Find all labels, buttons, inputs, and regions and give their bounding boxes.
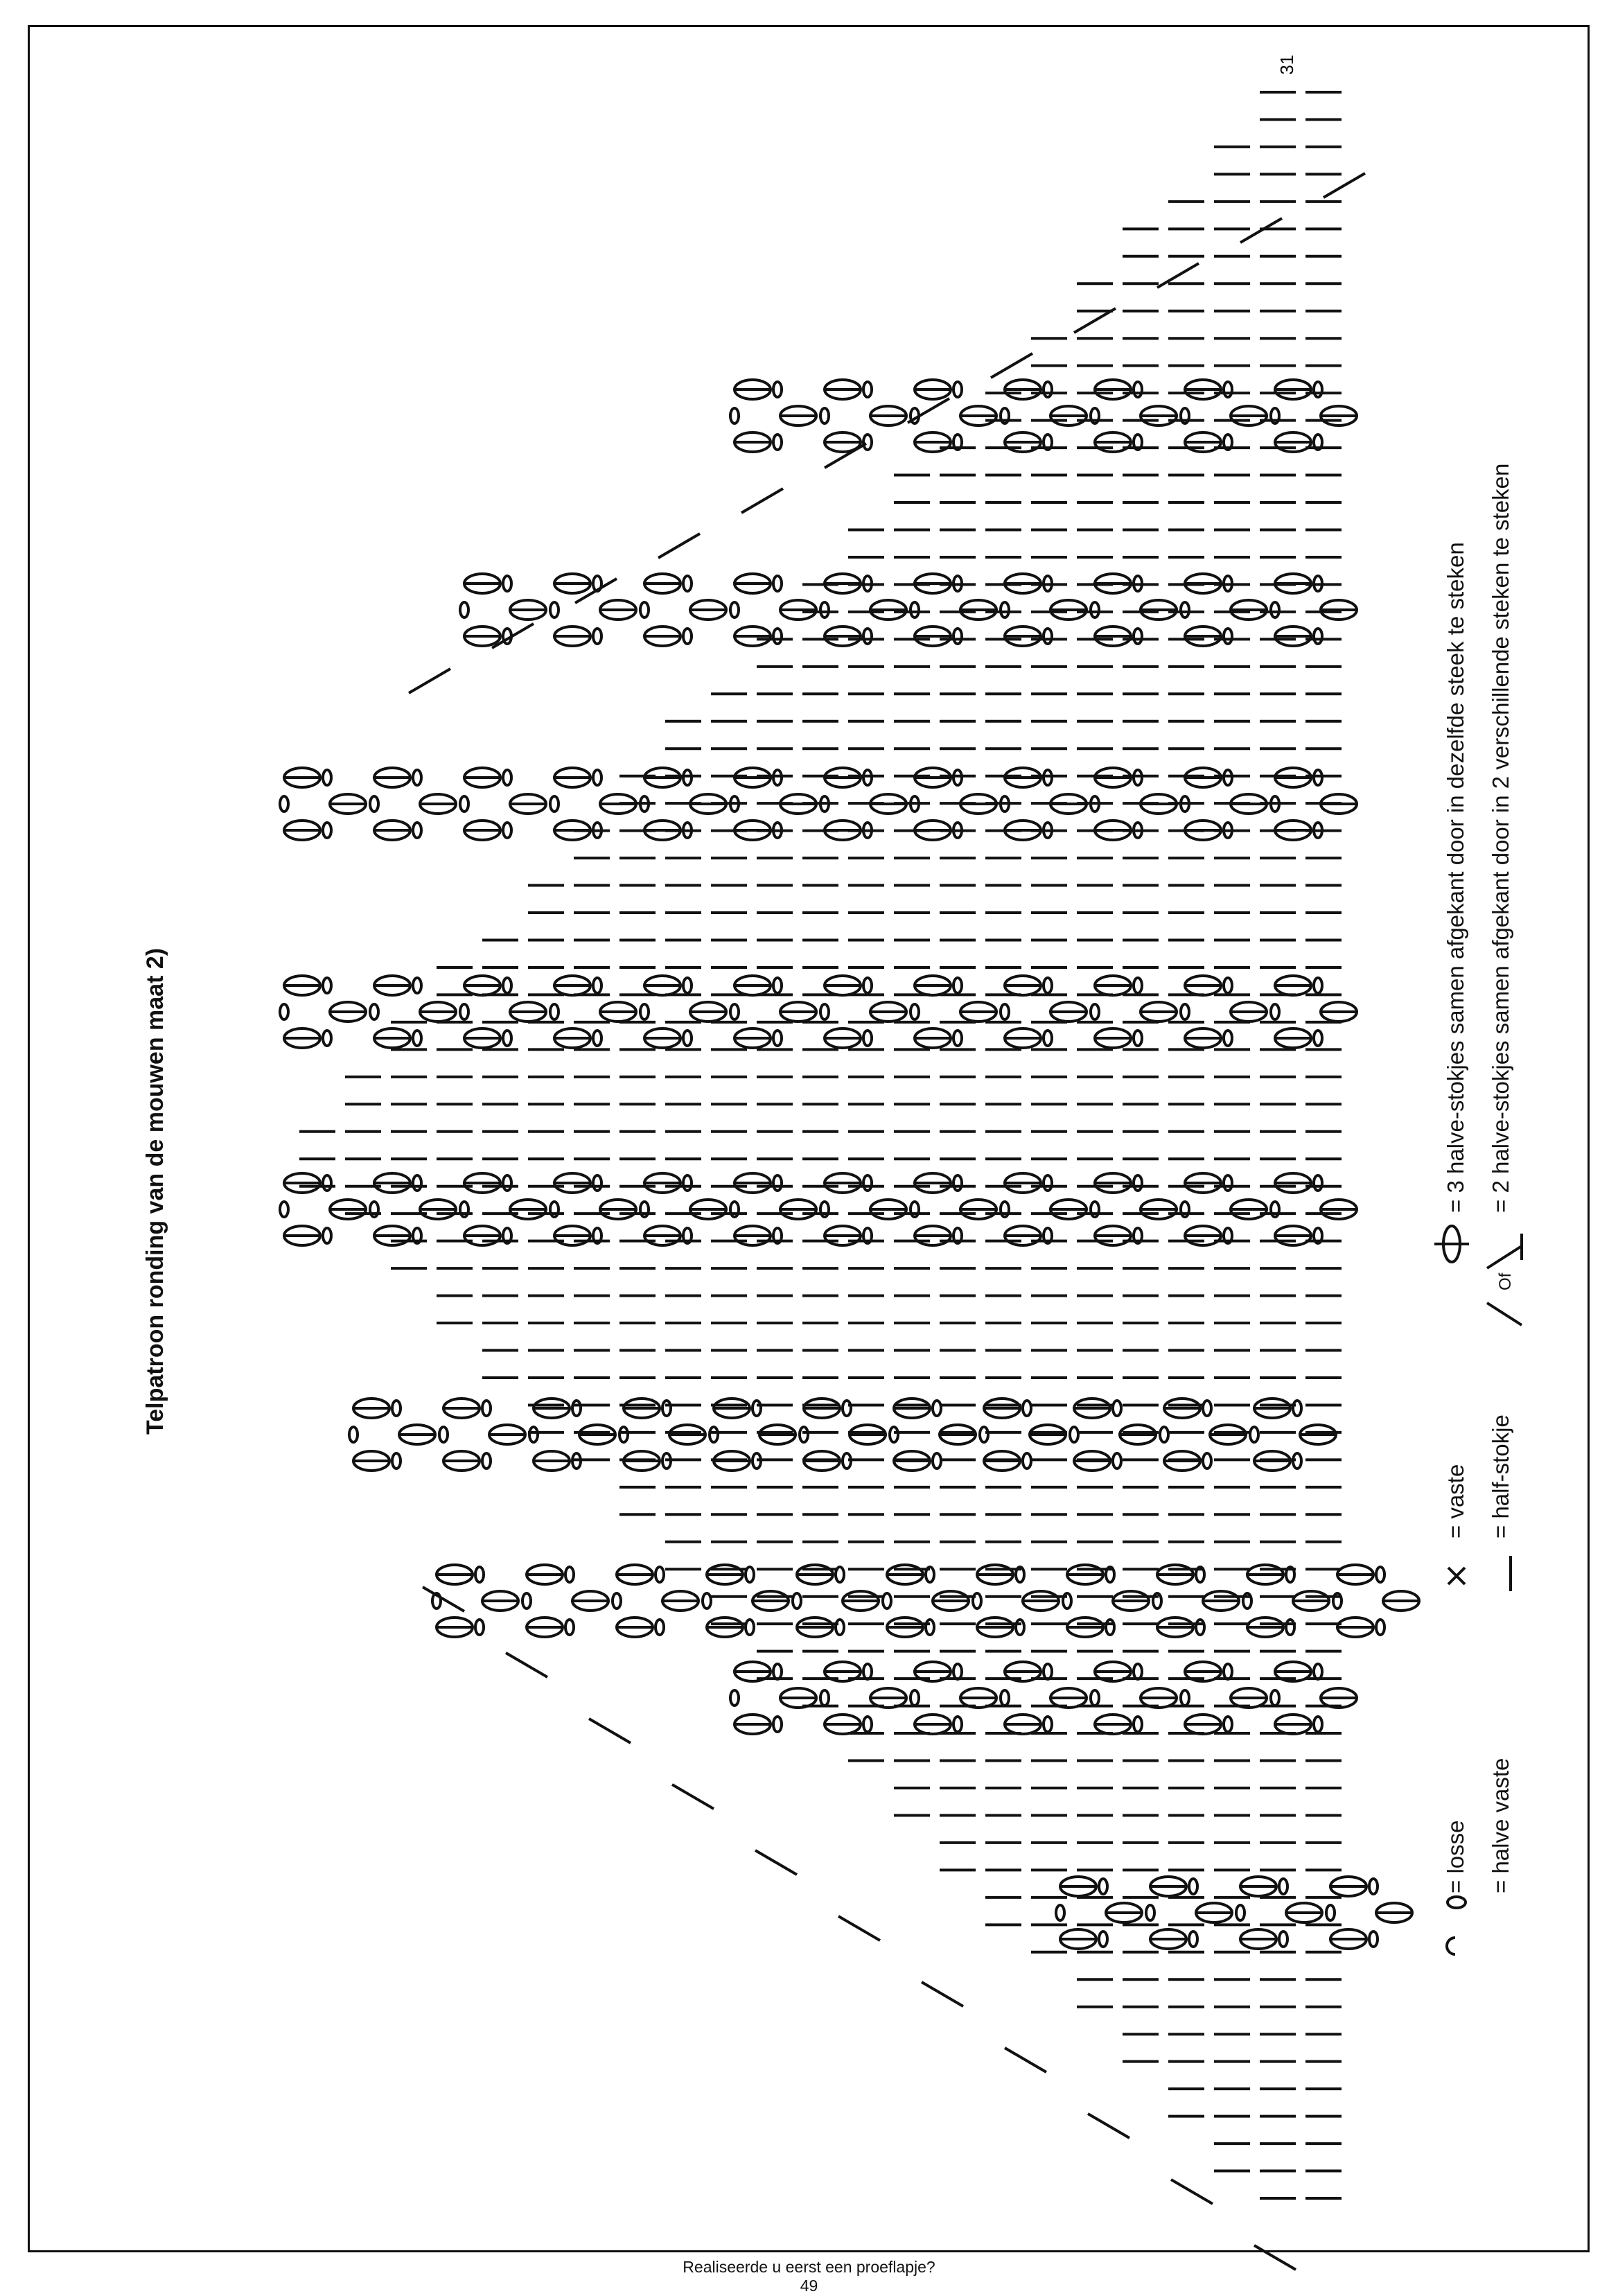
losse-mark [890, 1427, 898, 1442]
losse-mark [1001, 602, 1009, 617]
losse-mark [820, 1004, 829, 1019]
legend-of: Of [1496, 1272, 1515, 1290]
edge-decrease-mark [409, 669, 450, 693]
edge-decrease-mark [506, 1653, 547, 1677]
losse-mark [550, 796, 559, 812]
edge-decrease-mark [423, 1587, 464, 1611]
losse-mark [1271, 1004, 1279, 1019]
losse-mark [820, 602, 829, 617]
losse-mark [773, 1175, 782, 1191]
page-number: 49 [800, 2277, 818, 2295]
losse-mark [503, 978, 511, 993]
losse-mark [836, 1567, 844, 1582]
losse-mark [1314, 629, 1322, 644]
losse-mark [1369, 1931, 1378, 1947]
losse-mark [1044, 1717, 1052, 1732]
losse-mark [550, 602, 559, 617]
losse-mark [413, 823, 421, 838]
losse-mark [593, 629, 601, 644]
losse-mark [1044, 1031, 1052, 1046]
losse-mark [773, 1664, 782, 1679]
losse-mark [683, 629, 692, 644]
losse-mark [1224, 1717, 1232, 1732]
losse-mark [1070, 1427, 1078, 1442]
losse-mark [1044, 1175, 1052, 1191]
legend-losse: = losse [1443, 1820, 1468, 1893]
losse-mark [1203, 1453, 1211, 1469]
footer-note: Realiseerde u eerst een proeflapje? [683, 2258, 935, 2276]
legend-vaste: = vaste [1443, 1464, 1468, 1539]
losse-mark [1181, 1004, 1189, 1019]
losse-mark [413, 1031, 421, 1046]
losse-mark [800, 1427, 808, 1442]
edge-decrease-mark [1088, 2114, 1129, 2138]
losse-mark [593, 770, 601, 785]
edge-decrease-mark [589, 1719, 631, 1743]
losse-mark [593, 978, 601, 993]
losse-mark [1279, 1879, 1287, 1894]
losse-mark [863, 435, 872, 450]
losse-mark [863, 629, 872, 644]
losse-mark [565, 1567, 574, 1582]
losse-mark [1224, 1175, 1232, 1191]
edge-decrease-mark [1324, 173, 1365, 198]
edge-decrease-mark [1240, 218, 1282, 243]
losse-mark [1099, 1879, 1107, 1894]
losse-mark [953, 978, 962, 993]
losse-mark [1091, 602, 1099, 617]
losse-mark [843, 1401, 851, 1416]
losse-mark [593, 1031, 601, 1046]
losse-mark [323, 770, 331, 785]
edge-decrease-mark [1005, 2048, 1046, 2072]
losse-mark [503, 1175, 511, 1191]
losse-mark [730, 1004, 739, 1019]
losse-mark [953, 1717, 962, 1732]
losse-mark [1224, 629, 1232, 644]
losse-mark [593, 1175, 601, 1191]
losse-mark [323, 1031, 331, 1046]
losse-mark [482, 1453, 491, 1469]
losse-mark [503, 823, 511, 838]
losse-mark [460, 602, 468, 617]
losse-mark [1044, 1664, 1052, 1679]
halve-vaste-icon [1447, 1938, 1455, 1954]
losse-mark [1376, 1567, 1384, 1582]
losse-mark [1023, 1453, 1031, 1469]
losse-mark [1224, 770, 1232, 785]
losse-mark [1271, 1690, 1279, 1706]
losse-mark [933, 1401, 941, 1416]
losse-mark [1001, 1004, 1009, 1019]
losse-mark [1181, 602, 1189, 617]
losse-mark [413, 978, 421, 993]
losse-mark [1134, 770, 1142, 785]
losse-mark [883, 1593, 891, 1609]
losse-mark [1314, 1664, 1322, 1679]
losse-mark [1203, 1401, 1211, 1416]
losse-mark [323, 823, 331, 838]
losse-mark [1314, 770, 1322, 785]
losse-mark [1314, 1031, 1322, 1046]
losse-mark [1224, 1031, 1232, 1046]
losse-mark [550, 1004, 559, 1019]
losse-mark [1134, 1175, 1142, 1191]
losse-mark [323, 1175, 331, 1191]
losse-mark [773, 770, 782, 785]
losse-mark [475, 1620, 484, 1635]
losse-mark [522, 1593, 531, 1609]
losse-mark [1146, 1905, 1154, 1920]
losse-mark [820, 1690, 829, 1706]
losse-mark [683, 770, 692, 785]
chart-stitches [280, 92, 1419, 2296]
losse-mark [1314, 978, 1322, 993]
losse-mark [1001, 1690, 1009, 1706]
losse-icon [1448, 1897, 1466, 1908]
legend-cluster2: = 2 halve-stokjes samen afgekant door in 2 verschillende steken te steken [1488, 463, 1513, 1213]
losse-mark [640, 602, 649, 617]
losse-mark [863, 382, 872, 397]
losse-mark [1106, 1620, 1114, 1635]
losse-mark [1293, 1453, 1301, 1469]
losse-mark [953, 382, 962, 397]
losse-mark [1023, 1401, 1031, 1416]
row-number-label: 31 [1276, 55, 1297, 75]
losse-mark [370, 796, 378, 812]
losse-mark [323, 978, 331, 993]
edge-decrease-mark [991, 353, 1032, 378]
losse-mark [1250, 1427, 1258, 1442]
losse-mark [1091, 1004, 1099, 1019]
losse-mark [911, 1004, 919, 1019]
losse-mark [529, 1427, 538, 1442]
losse-mark [1314, 1717, 1322, 1732]
losse-mark [773, 1031, 782, 1046]
losse-mark [503, 1031, 511, 1046]
losse-mark [911, 1690, 919, 1706]
losse-mark [1224, 978, 1232, 993]
losse-mark [773, 435, 782, 450]
losse-mark [1134, 1664, 1142, 1679]
losse-mark [773, 576, 782, 591]
losse-mark [1189, 1879, 1197, 1894]
losse-mark [1181, 1690, 1189, 1706]
losse-mark [911, 602, 919, 617]
losse-mark [475, 1567, 484, 1582]
edge-decrease-mark [838, 1916, 880, 1940]
losse-mark [1134, 1031, 1142, 1046]
losse-mark [439, 1427, 448, 1442]
losse-mark [683, 576, 692, 591]
losse-mark [1279, 1931, 1287, 1947]
losse-mark [863, 1175, 872, 1191]
losse-mark [863, 1664, 872, 1679]
losse-mark [820, 408, 829, 423]
losse-mark [1326, 1905, 1335, 1920]
page-footer [0, 2258, 1618, 2295]
losse-mark [773, 629, 782, 644]
losse-mark [1314, 1175, 1322, 1191]
legend-halve-vaste: = halve vaste [1488, 1758, 1513, 1893]
losse-mark [1224, 382, 1232, 397]
losse-mark [392, 1401, 401, 1416]
losse-mark [1056, 1905, 1064, 1920]
losse-mark [1376, 1620, 1384, 1635]
losse-mark [793, 1593, 801, 1609]
edge-decrease-mark [672, 1785, 714, 1809]
vaste-icon [1448, 1568, 1465, 1584]
losse-mark [640, 1004, 649, 1019]
losse-mark [926, 1620, 934, 1635]
edge-decrease-mark [825, 444, 866, 468]
losse-mark [843, 1453, 851, 1469]
losse-mark [1091, 1690, 1099, 1706]
losse-mark [1044, 382, 1052, 397]
losse-mark [1160, 1427, 1168, 1442]
losse-mark [565, 1620, 574, 1635]
losse-mark [863, 1717, 872, 1732]
losse-mark [703, 1593, 711, 1609]
losse-mark [730, 408, 739, 423]
edge-decrease-mark [755, 1850, 797, 1875]
losse-mark [1134, 629, 1142, 644]
losse-mark [980, 1427, 988, 1442]
losse-mark [323, 1228, 331, 1243]
losse-mark [656, 1567, 664, 1582]
losse-mark [863, 770, 872, 785]
losse-mark [1113, 1401, 1121, 1416]
losse-mark [863, 978, 872, 993]
losse-mark [863, 1031, 872, 1046]
losse-mark [392, 1453, 401, 1469]
losse-mark [933, 1453, 941, 1469]
losse-mark [773, 382, 782, 397]
losse-mark [1134, 382, 1142, 397]
edge-decrease-mark [741, 489, 783, 513]
losse-mark [482, 1401, 491, 1416]
losse-mark [349, 1427, 358, 1442]
losse-mark [683, 1031, 692, 1046]
edge-decrease-mark [922, 1982, 963, 2006]
losse-mark [1196, 1620, 1204, 1635]
losse-mark [413, 1175, 421, 1191]
losse-mark [572, 1401, 581, 1416]
losse-mark [280, 1004, 288, 1019]
losse-mark [710, 1427, 718, 1442]
edge-decrease-mark [658, 534, 700, 558]
losse-mark [953, 1664, 962, 1679]
losse-mark [1224, 1664, 1232, 1679]
losse-mark [1113, 1453, 1121, 1469]
losse-mark [1134, 1717, 1142, 1732]
losse-mark [280, 796, 288, 812]
legend-half-stokje: = half-stokje [1488, 1414, 1513, 1539]
losse-mark [613, 1593, 621, 1609]
losse-mark [836, 1620, 844, 1635]
losse-mark [1044, 978, 1052, 993]
cluster3-icon [1434, 1226, 1469, 1262]
losse-mark [503, 576, 511, 591]
losse-mark [460, 796, 468, 812]
losse-mark [730, 1690, 739, 1706]
losse-mark [1236, 1905, 1245, 1920]
losse-mark [662, 1401, 671, 1416]
losse-mark [1314, 382, 1322, 397]
losse-mark [683, 1175, 692, 1191]
edge-decrease-mark [1171, 2180, 1213, 2204]
losse-mark [746, 1620, 754, 1635]
losse-mark [953, 770, 962, 785]
losse-mark [1044, 629, 1052, 644]
losse-mark [773, 978, 782, 993]
losse-mark [953, 629, 962, 644]
losse-mark [683, 978, 692, 993]
losse-mark [1189, 1931, 1197, 1947]
losse-mark [1016, 1620, 1024, 1635]
losse-mark [503, 770, 511, 785]
losse-mark [953, 1175, 962, 1191]
losse-mark [1044, 770, 1052, 785]
losse-mark [619, 1427, 628, 1442]
losse-mark [973, 1593, 981, 1609]
losse-mark [753, 1401, 761, 1416]
losse-mark [1369, 1879, 1378, 1894]
losse-mark [370, 1004, 378, 1019]
losse-mark [413, 770, 421, 785]
edge-decrease-mark [908, 398, 949, 423]
losse-mark [953, 1031, 962, 1046]
losse-mark [280, 1202, 288, 1217]
losse-mark [460, 1004, 468, 1019]
losse-mark [1099, 1931, 1107, 1947]
losse-mark [1293, 1401, 1301, 1416]
chart-title: Telpatroon ronding van de mouwen maat 2) [142, 947, 168, 1435]
losse-mark [1134, 978, 1142, 993]
losse-mark [746, 1567, 754, 1582]
losse-mark [1271, 602, 1279, 617]
losse-mark [1286, 1620, 1294, 1635]
losse-mark [773, 1717, 782, 1732]
losse-mark [730, 602, 739, 617]
legend-cluster3: = 3 halve-stokjes samen afgekant door in dezelfde steek te steken [1443, 542, 1468, 1213]
losse-mark [656, 1620, 664, 1635]
